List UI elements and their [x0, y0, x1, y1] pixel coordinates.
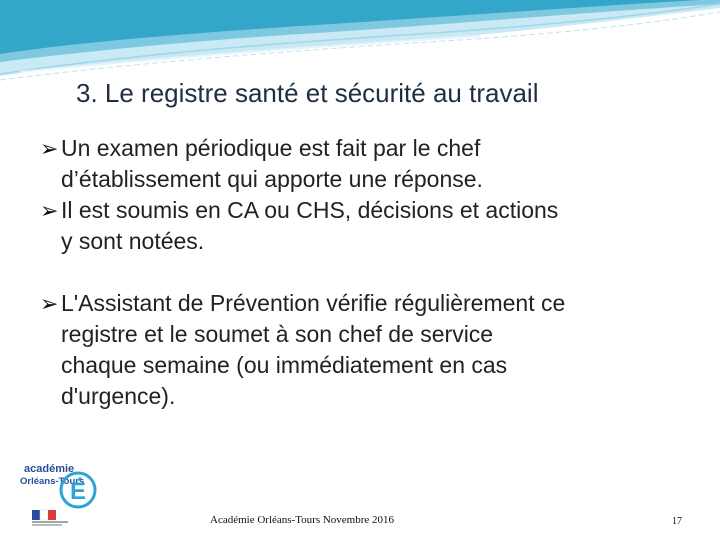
- footer-text: Académie Orléans-Tours Novembre 2016: [210, 514, 395, 526]
- bullet-item: [40, 133, 700, 195]
- bullet-line: L'Assistant de Prévention vérifie régulièrement ce: [61, 290, 566, 316]
- page-number: 17: [672, 516, 682, 527]
- arrow-bullet-icon: ➢: [40, 198, 59, 223]
- header-wave-decoration: [0, 0, 720, 90]
- logo-line1: académie: [24, 463, 75, 475]
- bullet-item: [40, 195, 700, 257]
- bullet-line: y sont notées.: [61, 228, 205, 254]
- bullet-line: Il est soumis en CA ou CHS, décisions et actions: [61, 197, 559, 223]
- bullet-item: [40, 288, 700, 412]
- arrow-bullet-icon: ➢: [40, 136, 59, 161]
- bullet-line: registre et le soumet à son chef de service: [61, 321, 494, 347]
- slide-title: 3. Le registre santé et sécurité au travail: [76, 78, 539, 108]
- bullet-line: chaque semaine (ou immédiatement en cas: [61, 352, 508, 378]
- academie-orleans-tours-logo: [18, 458, 100, 530]
- logo-letter: É: [70, 478, 87, 505]
- logo-line2: Orléans-Tours: [20, 476, 85, 487]
- bullet-line: d'urgence).: [61, 383, 176, 409]
- bullet-line: d’établissement qui apporte une réponse.: [61, 166, 483, 192]
- bullet-list: [40, 133, 700, 412]
- arrow-bullet-icon: ➢: [40, 291, 59, 316]
- bullet-line: Un examen périodique est fait par le chef: [61, 135, 481, 161]
